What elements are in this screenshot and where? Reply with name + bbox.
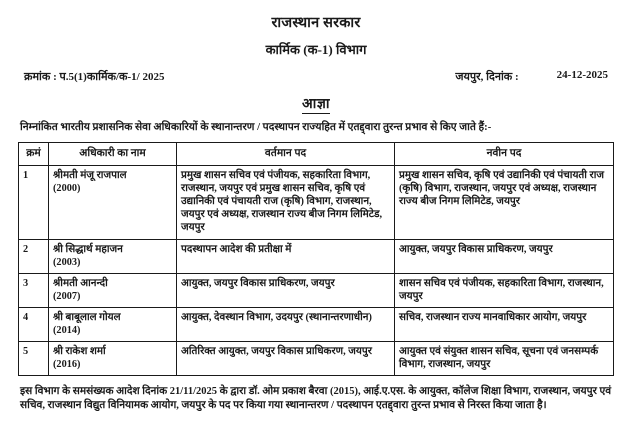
cell-serial: 1 xyxy=(19,166,49,239)
officer-batch: (2014) xyxy=(53,324,81,336)
officer-name: श्रीमती मंजू राजपाल xyxy=(53,170,127,182)
intro-paragraph: निम्नांकित भारतीय प्रशासनिक सेवा अधिकारियों के स्थानान्तरण / पदस्थापन राज्यहित में एतद्द्वारा तुरन्त प्रभाव से किए जाते हैं:- xyxy=(20,122,492,133)
department-title: कार्मिक (क-1) विभाग xyxy=(265,42,367,57)
cell-current-post: प्रमुख शासन सचिव एवं पंजीयक, सहकारिता विभाग, राजस्थान, जयपुर एवं प्रमुख शासन सचिव, कृषि एवं उद्यानिकी एवं पंचायती राज (कृषि) विभाग, राजस्थान, जयपुर एवं अध्यक्ष, राजस्थान राज्य बीज निगम लिमिटेड, जयपुर xyxy=(177,166,395,239)
cell-new-post: सचिव, राजस्थान राज्य मानवाधिकार आयोग, जयपुर xyxy=(395,307,614,341)
officer-batch: (2007) xyxy=(53,290,81,302)
table-row xyxy=(19,341,614,375)
cell-officer-name xyxy=(49,273,177,307)
transfer-table xyxy=(18,142,614,376)
column-header-current-post: वर्तमान पद xyxy=(177,142,395,165)
column-header-serial: क्रमं xyxy=(19,142,49,165)
column-header-new-post: नवीन पद xyxy=(395,142,614,165)
order-place-date-label: जयपुर, दिनांक : xyxy=(455,71,519,83)
cell-new-post: शासन सचिव एवं पंजीयक, सहकारिता विभाग, राजस्थान, जयपुर xyxy=(395,273,614,307)
government-title: राजस्थान सरकार xyxy=(271,15,361,31)
page-title-text: आज्ञा xyxy=(302,97,330,112)
officer-name: श्री सिद्धार्थ महाजन xyxy=(53,243,123,255)
cell-new-post: आयुक्त एवं संयुक्त शासन सचिव, सूचना एवं जनसम्पर्क विभाग, राजस्थान, जयपुर xyxy=(395,341,614,375)
order-meta-row xyxy=(18,69,614,84)
cell-current-post: पदस्थापन आदेश की प्रतीक्षा में xyxy=(177,239,395,273)
table-row xyxy=(19,273,614,307)
column-header-officer-name: अधिकारी का नाम xyxy=(49,142,177,165)
order-date-block xyxy=(455,69,608,84)
footer-note: इस विभाग के समसंख्यक आदेश दिनांक 21/11/2025 के द्वारा डॉ. ओम प्रकाश बैरवा (2015), आई.ए.एस. के आयुक्त, कॉलेज शिक्षा विभाग, राजस्थान, जयपुर एवं सचिव, राजस्थान विद्युत विनियामक आयोग, जयपुर के पद पर किया गया स्थानान्तरण / पदस्थापन एतद्द्वारा तुरन्त प्रभाव से निरस्त किया जाता है। xyxy=(20,386,612,412)
table-row xyxy=(19,166,614,239)
officer-name: श्री बाबूलाल गोयल xyxy=(53,311,121,323)
order-number-block xyxy=(24,69,164,84)
officer-name: श्रीमती आनन्दी xyxy=(53,277,108,289)
cell-current-post: अतिरिक्त आयुक्त, जयपुर विकास प्राधिकरण, जयपुर xyxy=(177,341,395,375)
order-date-value: 24-12-2025 xyxy=(556,69,608,81)
order-number-value: प.5(1)कार्मिक/क-1/ 2025 xyxy=(59,71,165,83)
table-row xyxy=(19,239,614,273)
cell-new-post: प्रमुख शासन सचिव, कृषि एवं उद्यानिकी एवं पंचायती राज (कृषि) विभाग, राजस्थान, जयपुर एवं अध्यक्ष, राजस्थान राज्य बीज निगम लिमिटेड, जयपुर xyxy=(395,166,614,239)
table-row xyxy=(19,307,614,341)
officer-batch: (2003) xyxy=(53,256,81,268)
officer-name: श्री राकेश शर्मा xyxy=(53,345,106,357)
cell-officer-name xyxy=(49,166,177,239)
page-title xyxy=(18,94,614,113)
officer-batch: (2000) xyxy=(53,183,81,195)
cell-serial: 2 xyxy=(19,239,49,273)
cell-serial: 4 xyxy=(19,307,49,341)
cell-officer-name xyxy=(49,239,177,273)
order-number-label: क्रमांक : xyxy=(24,71,57,83)
cell-current-post: आयुक्त, जयपुर विकास प्राधिकरण, जयपुर xyxy=(177,273,395,307)
cell-current-post: आयुक्त, देवस्थान विभाग, उदयपुर (स्थानान्तरणाधीन) xyxy=(177,307,395,341)
cell-new-post: आयुक्त, जयपुर विकास प्राधिकरण, जयपुर xyxy=(395,239,614,273)
officer-batch: (2016) xyxy=(53,358,81,370)
cell-officer-name xyxy=(49,307,177,341)
cell-serial: 5 xyxy=(19,341,49,375)
table-header-row xyxy=(19,142,614,165)
cell-serial: 3 xyxy=(19,273,49,307)
cell-officer-name xyxy=(49,341,177,375)
